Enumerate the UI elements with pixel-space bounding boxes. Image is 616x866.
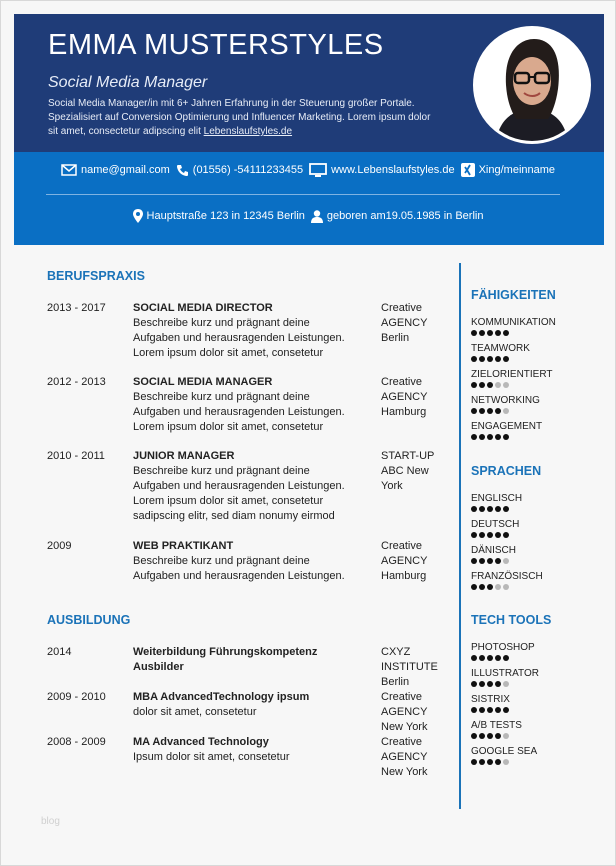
company-line: Creative (381, 691, 422, 703)
rating-dot-filled (479, 434, 485, 440)
company-line: Berlin (381, 676, 410, 688)
entry-company (381, 301, 451, 346)
rating-dot-filled (479, 759, 485, 765)
rating-dot-filled (479, 707, 485, 713)
candidate-name: EMMA MUSTERSTYLES (48, 29, 384, 61)
rating-dot-filled (495, 759, 501, 765)
skill-item (471, 421, 542, 440)
entry-desc-line: Beschreibe kurz und prägnant deine (133, 465, 310, 477)
phone-text: (01556) -54111233455 (192, 164, 304, 176)
entry-title: MBA AdvancedTechnology ipsum (133, 691, 310, 703)
rating-dot-filled (503, 506, 509, 512)
rating-dot-empty (495, 584, 501, 590)
header-banner (14, 14, 604, 152)
birth-text: geboren am19.05.1985 in Berlin (326, 210, 484, 222)
skill-rating (471, 759, 537, 765)
entry-desc-line: Lorem ipsum dolor sit amet, consetetur (133, 495, 324, 507)
section-heading-faehigkeiten: FÄHIGKEITEN (471, 288, 556, 302)
skill-item (471, 369, 553, 388)
rating-dot-filled (471, 733, 477, 739)
entry-title: MA Advanced Technology (133, 736, 269, 748)
entry-title: JUNIOR MANAGER (133, 450, 235, 462)
section-heading-sprachen: SPRACHEN (471, 464, 542, 478)
rating-dot-empty (503, 681, 509, 687)
website-item[interactable] (309, 163, 455, 177)
rating-dot-filled (479, 655, 485, 661)
rating-dot-filled (479, 681, 485, 687)
skill-rating (471, 681, 539, 687)
contact-row (14, 209, 604, 223)
rating-dot-filled (495, 434, 501, 440)
section-heading-berufspraxis: BERUFSPRAXIS (47, 269, 145, 283)
entry-date: 2009 - 2010 (47, 691, 106, 703)
skill-item (471, 642, 535, 661)
rating-dot-filled (487, 759, 493, 765)
entry-details (133, 301, 373, 361)
rating-dot-empty (495, 382, 501, 388)
entry-desc-line: sadipscing elitr, sed diam nonumy eirmod (133, 510, 335, 522)
skill-rating (471, 558, 516, 564)
rating-dot-filled (495, 532, 501, 538)
skill-rating (471, 584, 543, 590)
rating-dot-empty (503, 382, 509, 388)
entry-title: Ausbilder (133, 661, 184, 673)
summary-line (48, 125, 458, 139)
summary-text: sit amet, consectetur adipscing elit (48, 126, 204, 137)
entry-desc-line: Aufgaben und herausragenden Leistungen. (133, 332, 345, 344)
entry-title: Weiterbildung Führungskompetenz (133, 646, 318, 658)
profile-photo (473, 26, 591, 144)
skill-label: ENGLISCH (471, 493, 523, 504)
skill-label: DEUTSCH (471, 519, 520, 530)
skill-item (471, 668, 539, 687)
rating-dot-empty (503, 584, 509, 590)
entry-desc-line: Lorem ipsum dolor sit amet, consetetur (133, 347, 324, 359)
skill-item (471, 317, 556, 336)
rating-dot-filled (479, 506, 485, 512)
skill-label: PHOTOSHOP (471, 642, 535, 653)
rating-dot-filled (471, 356, 477, 362)
rating-dot-filled (471, 707, 477, 713)
skill-item (471, 493, 522, 512)
rating-dot-empty (503, 759, 509, 765)
entry-date: 2014 (47, 646, 72, 658)
entry-desc-line: dolor sit amet, consetetur (133, 706, 257, 718)
skill-rating (471, 434, 542, 440)
company-line: Berlin (381, 332, 410, 344)
entry-title: SOCIAL MEDIA DIRECTOR (133, 302, 273, 314)
company-line: New York (381, 721, 428, 733)
address-text: Hauptstraße 123 in 12345 Berlin (146, 210, 305, 222)
entry-date: 2009 (47, 540, 72, 552)
entry-company (381, 690, 451, 735)
phone-item[interactable] (176, 164, 303, 177)
phone-icon (176, 164, 189, 177)
skill-label: GOOGLE SEA (471, 746, 538, 757)
skill-item (471, 519, 519, 538)
rating-dot-filled (479, 558, 485, 564)
rating-dot-filled (471, 434, 477, 440)
entry-company (381, 375, 451, 420)
rating-dot-filled (495, 408, 501, 414)
contact-row (14, 163, 604, 177)
skill-label: ENGAGEMENT (471, 421, 543, 432)
company-line: START-UP (381, 450, 435, 462)
rating-dot-empty (503, 733, 509, 739)
xing-icon (461, 163, 475, 177)
column-divider (459, 263, 461, 809)
rating-dot-filled (487, 707, 493, 713)
person-icon (311, 210, 323, 223)
rating-dot-filled (495, 733, 501, 739)
rating-dot-filled (471, 532, 477, 538)
rating-dot-filled (495, 330, 501, 336)
entry-company (381, 539, 451, 584)
company-line: ABC New (381, 465, 429, 477)
rating-dot-filled (487, 681, 493, 687)
company-line: York (381, 480, 403, 492)
skill-rating (471, 330, 556, 336)
address-item (133, 209, 305, 223)
skill-label: DÄNISCH (471, 545, 517, 556)
rating-dot-filled (487, 356, 493, 362)
skill-item (471, 694, 510, 713)
skill-label: ZIELORIENTIERT (471, 369, 553, 380)
skill-label: FRANZÖSISCH (471, 571, 543, 582)
summary-line: Spezialisiert auf Conversion Optimierung und Influencer Marketing. Lorem ipsum dolor (48, 112, 431, 123)
monitor-icon (309, 163, 327, 177)
skill-item (471, 395, 540, 414)
contact-divider (46, 194, 560, 195)
rating-dot-filled (487, 506, 493, 512)
entry-details (133, 539, 373, 584)
company-line: AGENCY (381, 555, 428, 567)
rating-dot-filled (487, 382, 493, 388)
rating-dot-filled (495, 655, 501, 661)
company-line: CXYZ (381, 646, 411, 658)
entry-company (381, 735, 451, 780)
rating-dot-filled (479, 408, 485, 414)
portrait-image (476, 29, 588, 141)
skill-item (471, 746, 537, 765)
entry-company (381, 449, 451, 494)
rating-dot-filled (495, 558, 501, 564)
rating-dot-filled (503, 707, 509, 713)
skill-label: SISTRIX (471, 694, 510, 705)
entry-desc-line: Ipsum dolor sit amet, consetetur (133, 751, 290, 763)
rating-dot-filled (487, 733, 493, 739)
entry-desc-line: Aufgaben und herausragenden Leistungen. (133, 406, 345, 418)
entry-company (381, 645, 451, 690)
summary-link[interactable]: Lebenslaufstyles.de (203, 126, 293, 137)
skill-rating (471, 733, 522, 739)
entry-desc-line: Aufgaben und herausragenden Leistungen. (133, 570, 345, 582)
skill-item (471, 571, 543, 590)
entry-title: SOCIAL MEDIA MANAGER (133, 376, 273, 388)
entry-title: WEB PRAKTIKANT (133, 540, 234, 552)
section-heading-ausbildung: AUSBILDUNG (47, 613, 131, 627)
contact-bar (14, 152, 604, 245)
entry-desc-line: Beschreibe kurz und prägnant deine (133, 317, 310, 329)
rating-dot-filled (479, 330, 485, 336)
rating-dot-filled (471, 330, 477, 336)
company-line: Hamburg (381, 570, 427, 582)
company-line: AGENCY (381, 317, 428, 329)
skill-label: TEAMWORK (471, 343, 530, 354)
entry-details (133, 645, 373, 675)
entry-desc-line: Lorem ipsum dolor sit amet, consetetur (133, 421, 324, 433)
skill-rating (471, 655, 535, 661)
company-line: Creative (381, 540, 422, 552)
skill-item (471, 545, 516, 564)
rating-dot-filled (503, 356, 509, 362)
rating-dot-filled (479, 532, 485, 538)
rating-dot-filled (471, 681, 477, 687)
rating-dot-filled (495, 681, 501, 687)
entry-details (133, 735, 373, 765)
entry-date: 2013 - 2017 (47, 302, 106, 314)
company-line: Creative (381, 736, 422, 748)
rating-dot-filled (495, 506, 501, 512)
skill-item (471, 720, 522, 739)
rating-dot-filled (503, 330, 509, 336)
company-line: Hamburg (381, 406, 427, 418)
skill-rating (471, 356, 530, 362)
rating-dot-filled (487, 408, 493, 414)
rating-dot-empty (503, 558, 509, 564)
rating-dot-filled (471, 655, 477, 661)
skill-item (471, 343, 530, 362)
email-text: name@gmail.com (80, 164, 170, 176)
company-line: Creative (381, 302, 422, 314)
entry-date: 2010 - 2011 (47, 450, 105, 462)
candidate-role: Social Media Manager (48, 74, 208, 91)
entry-date: 2008 - 2009 (47, 736, 106, 748)
rating-dot-filled (471, 506, 477, 512)
company-line: AGENCY (381, 751, 428, 763)
rating-dot-filled (471, 382, 477, 388)
skill-rating (471, 408, 540, 414)
rating-dot-filled (479, 382, 485, 388)
rating-dot-filled (487, 330, 493, 336)
entry-details (133, 690, 373, 720)
company-line: New York (381, 766, 428, 778)
entry-date: 2012 - 2013 (47, 376, 106, 388)
watermark-text: blog (41, 816, 60, 827)
xing-text: Xing/meinname (478, 164, 556, 176)
rating-dot-filled (487, 434, 493, 440)
summary-line: Social Media Manager/in mit 6+ Jahren Erfahrung in der Steuerung großer Portale. (48, 98, 415, 109)
skill-rating (471, 532, 519, 538)
section-heading-tech-tools: TECH TOOLS (471, 613, 552, 627)
rating-dot-filled (487, 532, 493, 538)
rating-dot-filled (471, 584, 477, 590)
skill-label: KOMMUNIKATION (471, 317, 556, 328)
rating-dot-empty (503, 408, 509, 414)
rating-dot-filled (503, 434, 509, 440)
rating-dot-filled (479, 584, 485, 590)
birth-item (311, 210, 484, 223)
location-pin-icon (133, 209, 143, 223)
company-line: AGENCY (381, 706, 428, 718)
company-line: INSTITUTE (381, 661, 438, 673)
rating-dot-filled (503, 532, 509, 538)
rating-dot-filled (487, 558, 493, 564)
company-line: Creative (381, 376, 422, 388)
entry-desc-line: Beschreibe kurz und prägnant deine (133, 391, 310, 403)
skill-label: ILLUSTRATOR (471, 668, 539, 679)
rating-dot-filled (487, 584, 493, 590)
email-item[interactable] (61, 164, 170, 176)
rating-dot-filled (479, 356, 485, 362)
rating-dot-filled (479, 733, 485, 739)
rating-dot-filled (495, 356, 501, 362)
website-text: www.Lebenslaufstyles.de (331, 164, 455, 176)
skill-label: A/B TESTS (471, 720, 522, 731)
rating-dot-filled (503, 655, 509, 661)
entry-desc-line: Beschreibe kurz und prägnant deine (133, 555, 310, 567)
envelope-icon (61, 164, 77, 176)
company-line: AGENCY (381, 391, 428, 403)
rating-dot-filled (471, 408, 477, 414)
rating-dot-filled (487, 655, 493, 661)
skill-label: NETWORKING (471, 395, 540, 406)
entry-details (133, 375, 373, 435)
skill-rating (471, 707, 510, 713)
entry-details (133, 449, 373, 524)
rating-dot-filled (471, 759, 477, 765)
rating-dot-filled (471, 558, 477, 564)
xing-item[interactable] (461, 163, 555, 177)
skill-rating (471, 382, 553, 388)
rating-dot-filled (495, 707, 501, 713)
profile-summary (48, 97, 458, 139)
entry-desc-line: Aufgaben und herausragenden Leistungen. (133, 480, 345, 492)
skill-rating (471, 506, 522, 512)
